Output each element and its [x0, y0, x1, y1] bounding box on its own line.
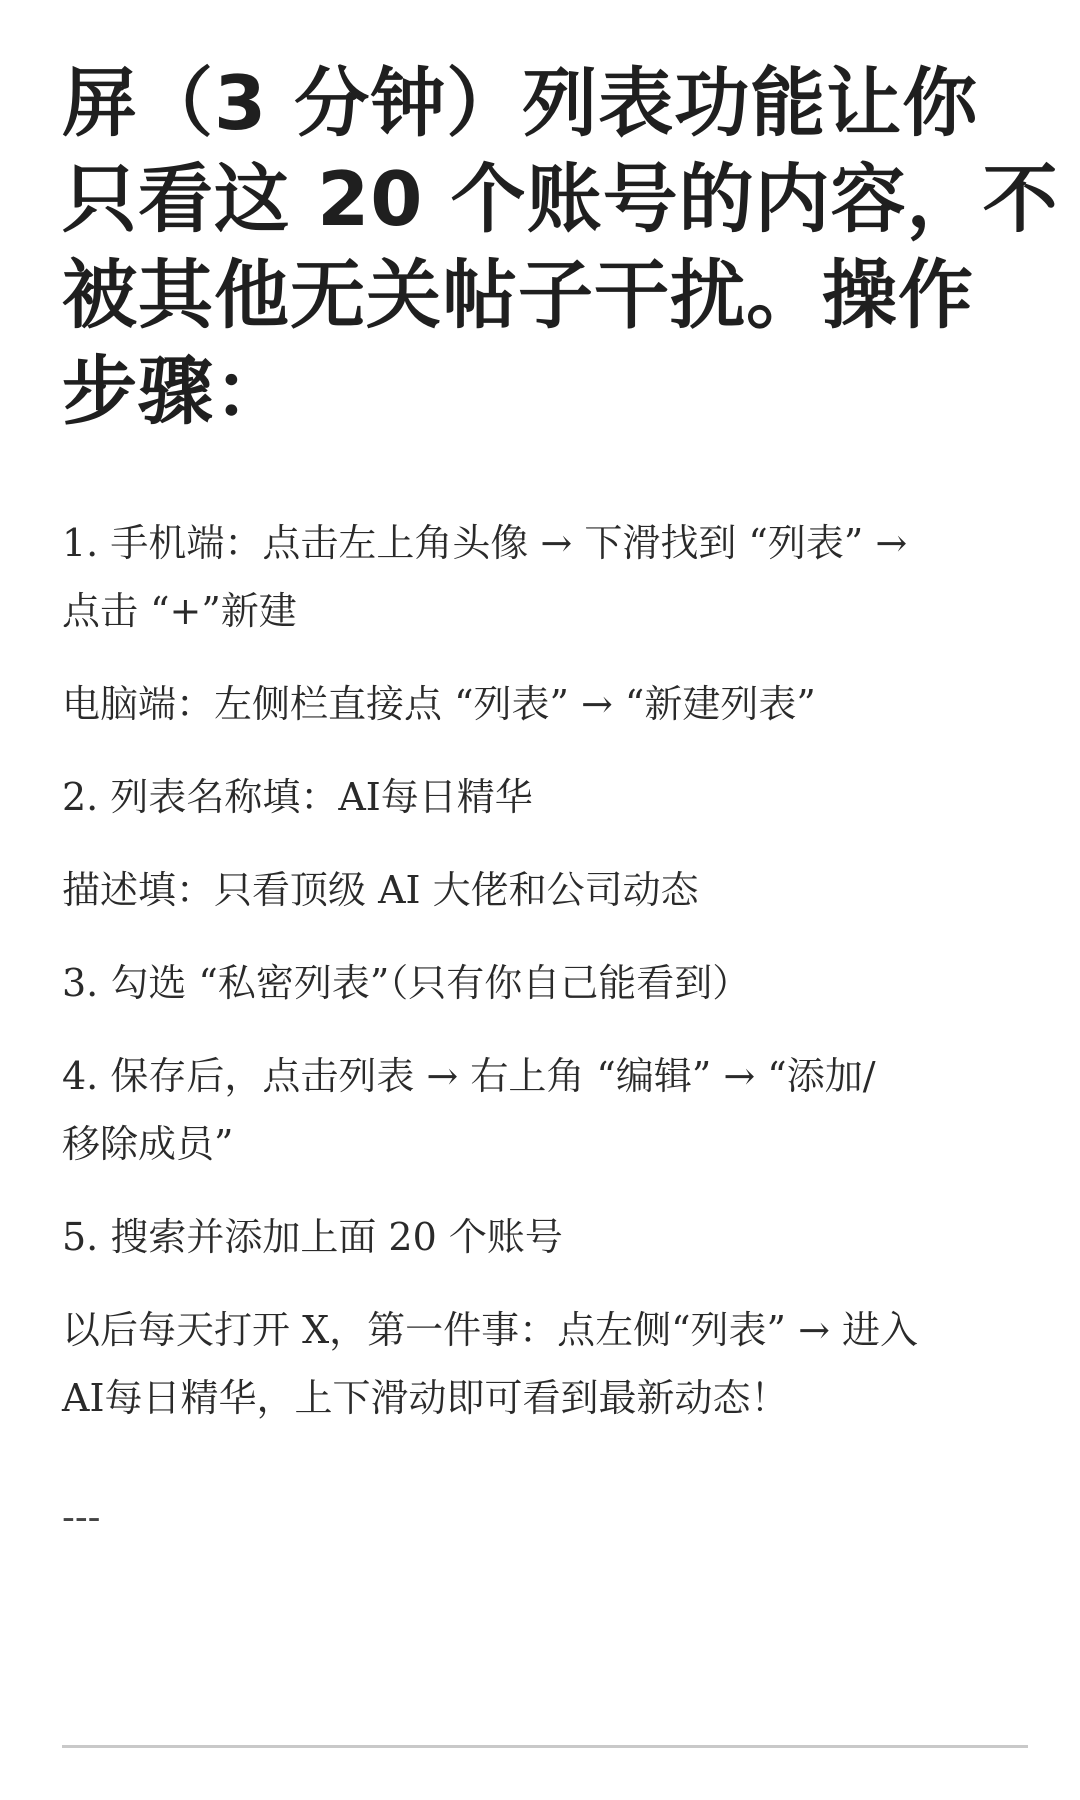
paragraph-line: 2. 列表名称填：AI每日精华	[62, 775, 533, 819]
daily-usage-tip	[62, 1296, 1018, 1432]
paragraph-line: 移除成员”	[62, 1122, 234, 1166]
bottom-divider	[62, 1745, 1028, 1748]
paragraph-line: 4. 保存后，点击列表 → 右上角 “编辑” → “添加/	[62, 1054, 876, 1098]
step-description	[62, 856, 1018, 924]
heading-line: 屏（3 分钟）列表功能让你	[62, 59, 979, 147]
paragraph-line: 3. 勾选 “私密列表”（只有你自己能看到）	[62, 961, 751, 1005]
step-add-accounts	[62, 1203, 1018, 1271]
paragraph-line: AI每日精华，上下滑动即可看到最新动态！	[62, 1376, 789, 1420]
heading-line: 只看这 20 个账号的内容，不	[62, 155, 1059, 243]
section-separator: ---	[62, 1495, 101, 1539]
article-body	[62, 509, 1018, 1547]
step-desktop	[62, 670, 1018, 738]
step-edit-members	[62, 1042, 1018, 1178]
paragraph-line: 电脑端：左侧栏直接点 “列表” → “新建列表”	[62, 682, 816, 726]
step-mobile	[62, 509, 1018, 645]
paragraph-line: 描述填：只看顶级 AI 大佬和公司动态	[62, 868, 699, 912]
heading-line: 步骤：	[62, 347, 291, 435]
step-private	[62, 949, 1018, 1017]
paragraph-line: 以后每天打开 X，第一件事：点左侧“列表” → 进入	[62, 1308, 918, 1352]
step-list-name	[62, 763, 1018, 831]
paragraph-line: 1. 手机端：点击左上角头像 → 下滑找到 “列表” →	[62, 521, 908, 565]
paragraph-line: 5. 搜索并添加上面 20 个账号	[62, 1215, 563, 1259]
paragraph-line: 点击 “+”新建	[62, 589, 297, 633]
heading-line: 被其他无关帖子干扰。操作	[62, 251, 975, 339]
article-heading	[62, 55, 1059, 439]
